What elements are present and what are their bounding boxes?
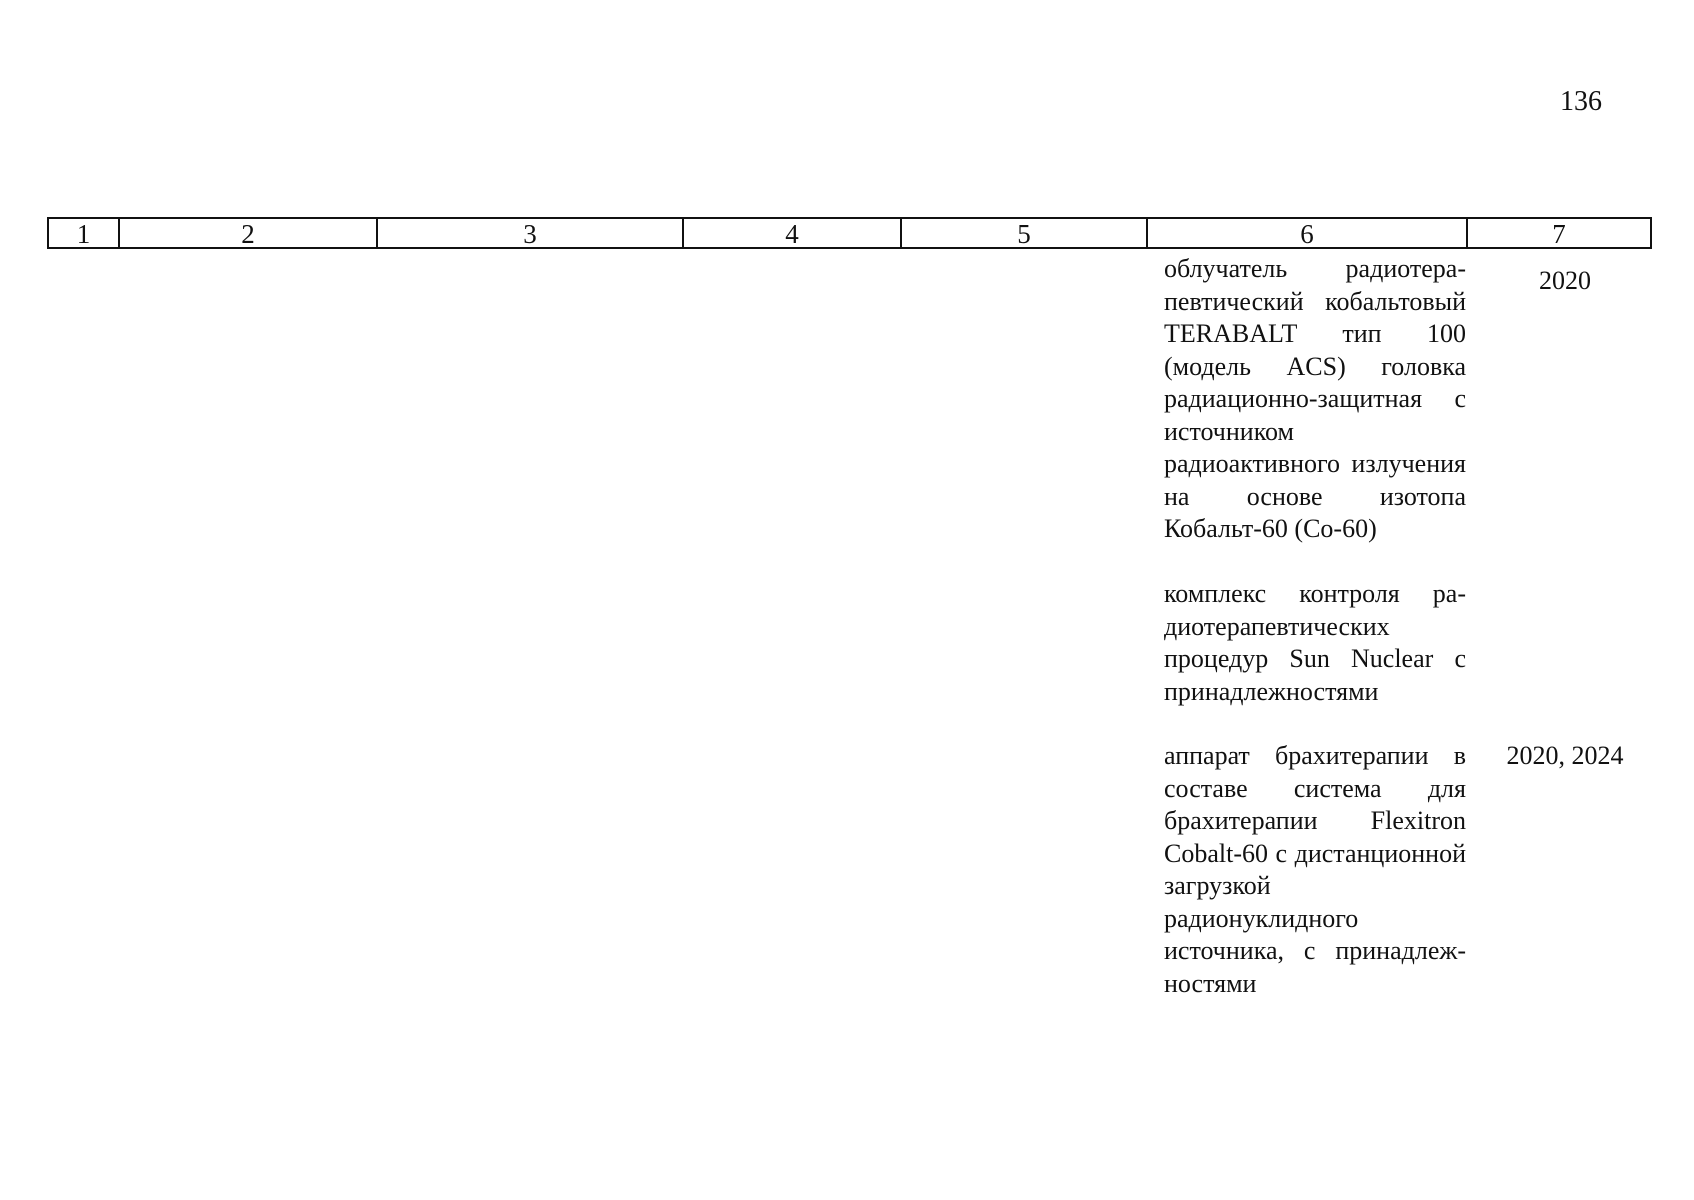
table-header-row <box>47 217 1652 249</box>
column-header-6: 6 <box>1148 219 1468 247</box>
column-header-3: 3 <box>378 219 684 247</box>
column-header-1: 1 <box>49 219 120 247</box>
equipment-year: 2020, 2024 <box>1506 741 1624 770</box>
column-header-4: 4 <box>684 219 902 247</box>
column-header-5: 5 <box>902 219 1148 247</box>
page-number: 136 <box>1560 86 1602 117</box>
equipment-description: облучатель радиотерапевтический кобальтовый TERABALT тип 100 (модель ACS) головка радиационно-защитная с источником радиоактивного излучения на основе изотопа Кобальт-60 (Co-60) <box>1164 254 1466 543</box>
column-header-2: 2 <box>120 219 378 247</box>
column-header-7: 7 <box>1552 219 1566 249</box>
equipment-description: комплекс контроля радиотерапевтических процедур Sun Nuclear с принадлежностями <box>1164 579 1466 706</box>
equipment-description: аппарат брахитерапии в составе система для брахитерапии Flexitron Cobalt-60 с дистанционной загрузкой радионуклидного источника, с принадлежностями <box>1164 741 1466 998</box>
equipment-year: 2020 <box>1539 266 1591 295</box>
